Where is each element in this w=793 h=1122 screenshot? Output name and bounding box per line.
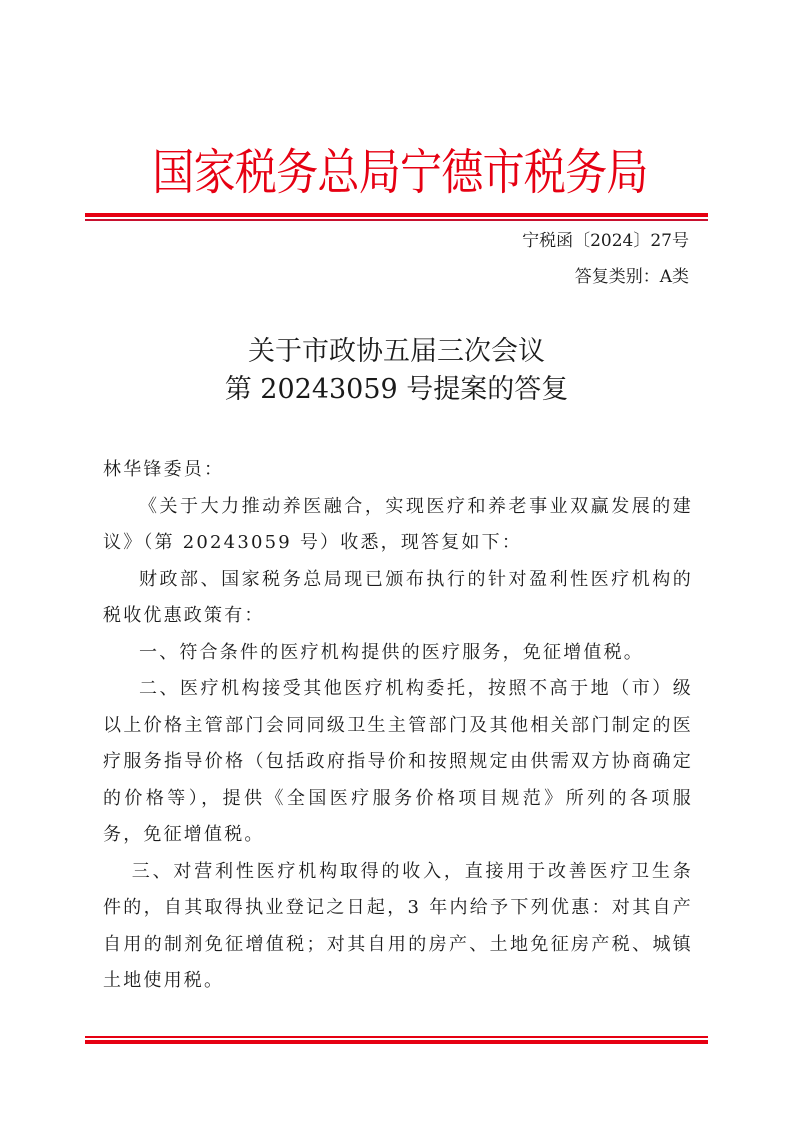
reply-category: 答复类别：A类 — [574, 267, 689, 287]
paragraph-item-3: 三、对营利性医疗机构取得的收入，直接用于改善医疗卫生条件的，自其取得执业登记之日起，3 年内给予下列优惠：对其自产自用的制剂免征增值税；对其自用的房产、土地免征房产税、城镇土地使用税。 — [103, 860, 693, 991]
masthead-divider-top — [85, 213, 708, 221]
paragraph-policy-intro: 财政部、国家税务总局现已颁布执行的针对盈利性医疗机构的税收优惠政策有： — [103, 568, 693, 626]
document-body — [103, 452, 693, 1000]
document-number: 宁税函〔2024〕27号 — [522, 231, 689, 251]
paragraph-item-2: 二、医疗机构接受其他医疗机构委托，按照不高于地（市）级以上价格主管部门会同同级卫生主管部门及其他相关部门制定的医疗服务指导价格（包括政府指导价和按照规定由供需双方协商确定的价格等），提供《全国医疗服务价格项目规范》所列的各项服务，免征增值税。 — [103, 678, 693, 845]
salutation: 林华锋委员： — [103, 459, 225, 480]
paragraph-acknowledgement: 《关于大力推动养医融合，实现医疗和养老事业双赢发展的建议》（第 20243059 号）收悉，现答复如下： — [103, 495, 693, 553]
masthead-title: 国家税务总局宁德市税务局 — [152, 144, 648, 201]
paragraph-item-1: 一、符合条件的医疗机构提供的医疗服务，免征增值税。 — [139, 641, 644, 663]
title-line-1: 关于市政协五届三次会议 — [248, 336, 545, 367]
footer-divider — [85, 1036, 708, 1044]
document-title — [0, 333, 793, 409]
title-line-2: 第 20243059 号提案的答复 — [224, 374, 569, 405]
